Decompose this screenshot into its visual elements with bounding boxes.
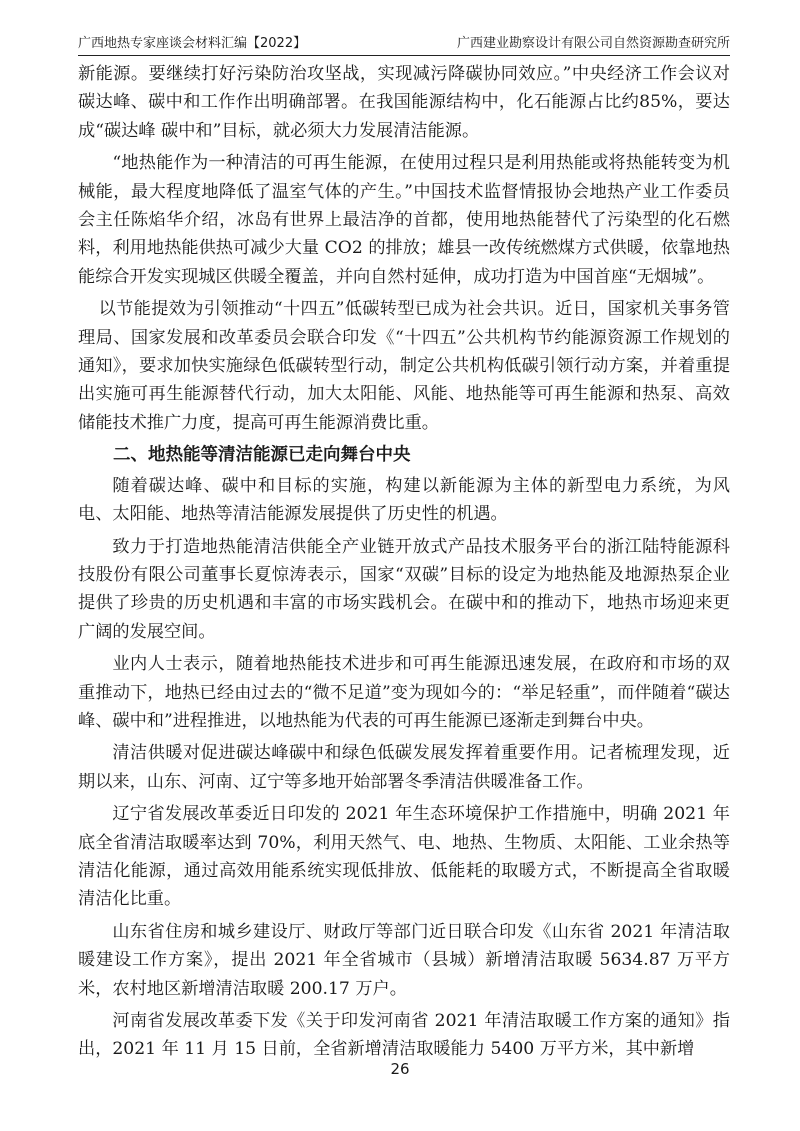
paragraph-1: 新能源。要继续打好污染防治攻坚战，实现减污降碳协同效应。”中央经济工作会议对碳达峰、碳中和工作作出明确部署。在我国能源结构中，化石能源占比约85%，要达成“碳达峰 碳中和”目标，就必须大力发展清洁能源。 — [78, 64, 730, 141]
paragraph-4: 随着碳达峰、碳中和目标的实施，构建以新能源为主体的新型电力系统，为风电、太阳能、地热等清洁能源发展提供了历史性的机遇。 — [78, 475, 730, 525]
page-number: 26 — [390, 1060, 410, 1078]
paragraph-10: 河南省发展改革委下发《关于印发河南省 2021 年清洁取暖工作方案的通知》指出，2021 年 11 月 15 日前，全省新增清洁取暖能力 5400 万平方米，其中新增 — [78, 1011, 730, 1060]
page-header — [78, 34, 730, 54]
header-right-org: 广西建业勘察设计有限公司自然资源勘查研究所 — [456, 36, 730, 51]
paragraph-9: 山东省住房和城乡建设厅、财政厅等部门近日联合印发《山东省 2021 年清洁取暖建设工作方案》，提出 2021 年全省城市（县城）新增清洁取暖 5634.87 万平方米，农村地区新增清洁取暖 200.17 万户。 — [78, 921, 730, 999]
header-left-title: 广西地热专家座谈会材料汇编【2022】 — [78, 36, 307, 51]
paragraph-6: 业内人士表示，随着地热能技术进步和可再生能源迅速发展，在政府和市场的双重推动下，地热已经由过去的“微不足道”变为现如今的：“举足轻重”，而伴随着“碳达峰、碳中和”进程推进，以地热能为代表的可再生能源已逐渐走到舞台中央。 — [78, 654, 730, 731]
document-body — [78, 60, 730, 1068]
header-divider — [78, 55, 730, 56]
paragraph-3: 以节能提效为引领推动“十四五”低碳转型已成为社会共识。近日，国家机关事务管理局、国家发展和改革委员会联合印发《“十四五”公共机构节约能源资源工作规划的通知》，要求加快实施绿色低碳转型行动，制定公共机构低碳引领行动方案，并着重提出实施可再生能源替代行动，加大太阳能、风能、地热能等可再生能源和热泵、高效储能技术推广力度，提高可再生能源消费比重。 — [78, 299, 730, 433]
paragraph-2: “地热能作为一种清洁的可再生能源，在使用过程只是利用热能或将热能转变为机械能，最大程度地降低了温室气体的产生。”中国技术监督情报协会地热产业工作委员会主任陈焰华介绍，冰岛有世界上最洁净的首都，使用地热能替代了污染型的化石燃料，利用地热能供热可减少大量 CO2 的排放；雄县一改传统燃煤方式供暖，依靠地热能综合开发实现城区供暖全覆盖，并向自然村延伸，成功打造为中国首座“无烟城”。 — [78, 153, 730, 287]
paragraph-7: 清洁供暖对促进碳达峰碳中和绿色低碳发展发挥着重要作用。记者梳理发现，近期以来，山东、河南、辽宁等多地开始部署冬季清洁供暖准备工作。 — [78, 743, 730, 792]
paragraph-5: 致力于打造地热能清洁供能全产业链开放式产品技术服务平台的浙江陆特能源科技股份有限公司董事长夏惊涛表示，国家“双碳”目标的设定为地热能及地源热泵企业提供了珍贵的历史机遇和丰富的市场实践机会。在碳中和的推动下，地热市场迎来更广阔的发展空间。 — [78, 536, 730, 642]
section-heading: 二、地热能等清洁能源已走向舞台中央 — [113, 445, 411, 466]
paragraph-8: 辽宁省发展改革委近日印发的 2021 年生态环境保护工作措施中，明确 2021 年底全省清洁取暖率达到 70%，利用天然气、电、地热、生物质、太阳能、工业余热等清洁化能源，通过高效用能系统实现低排放、低能耗的取暖方式，不断提高全省取暖清洁化比重。 — [78, 804, 730, 910]
